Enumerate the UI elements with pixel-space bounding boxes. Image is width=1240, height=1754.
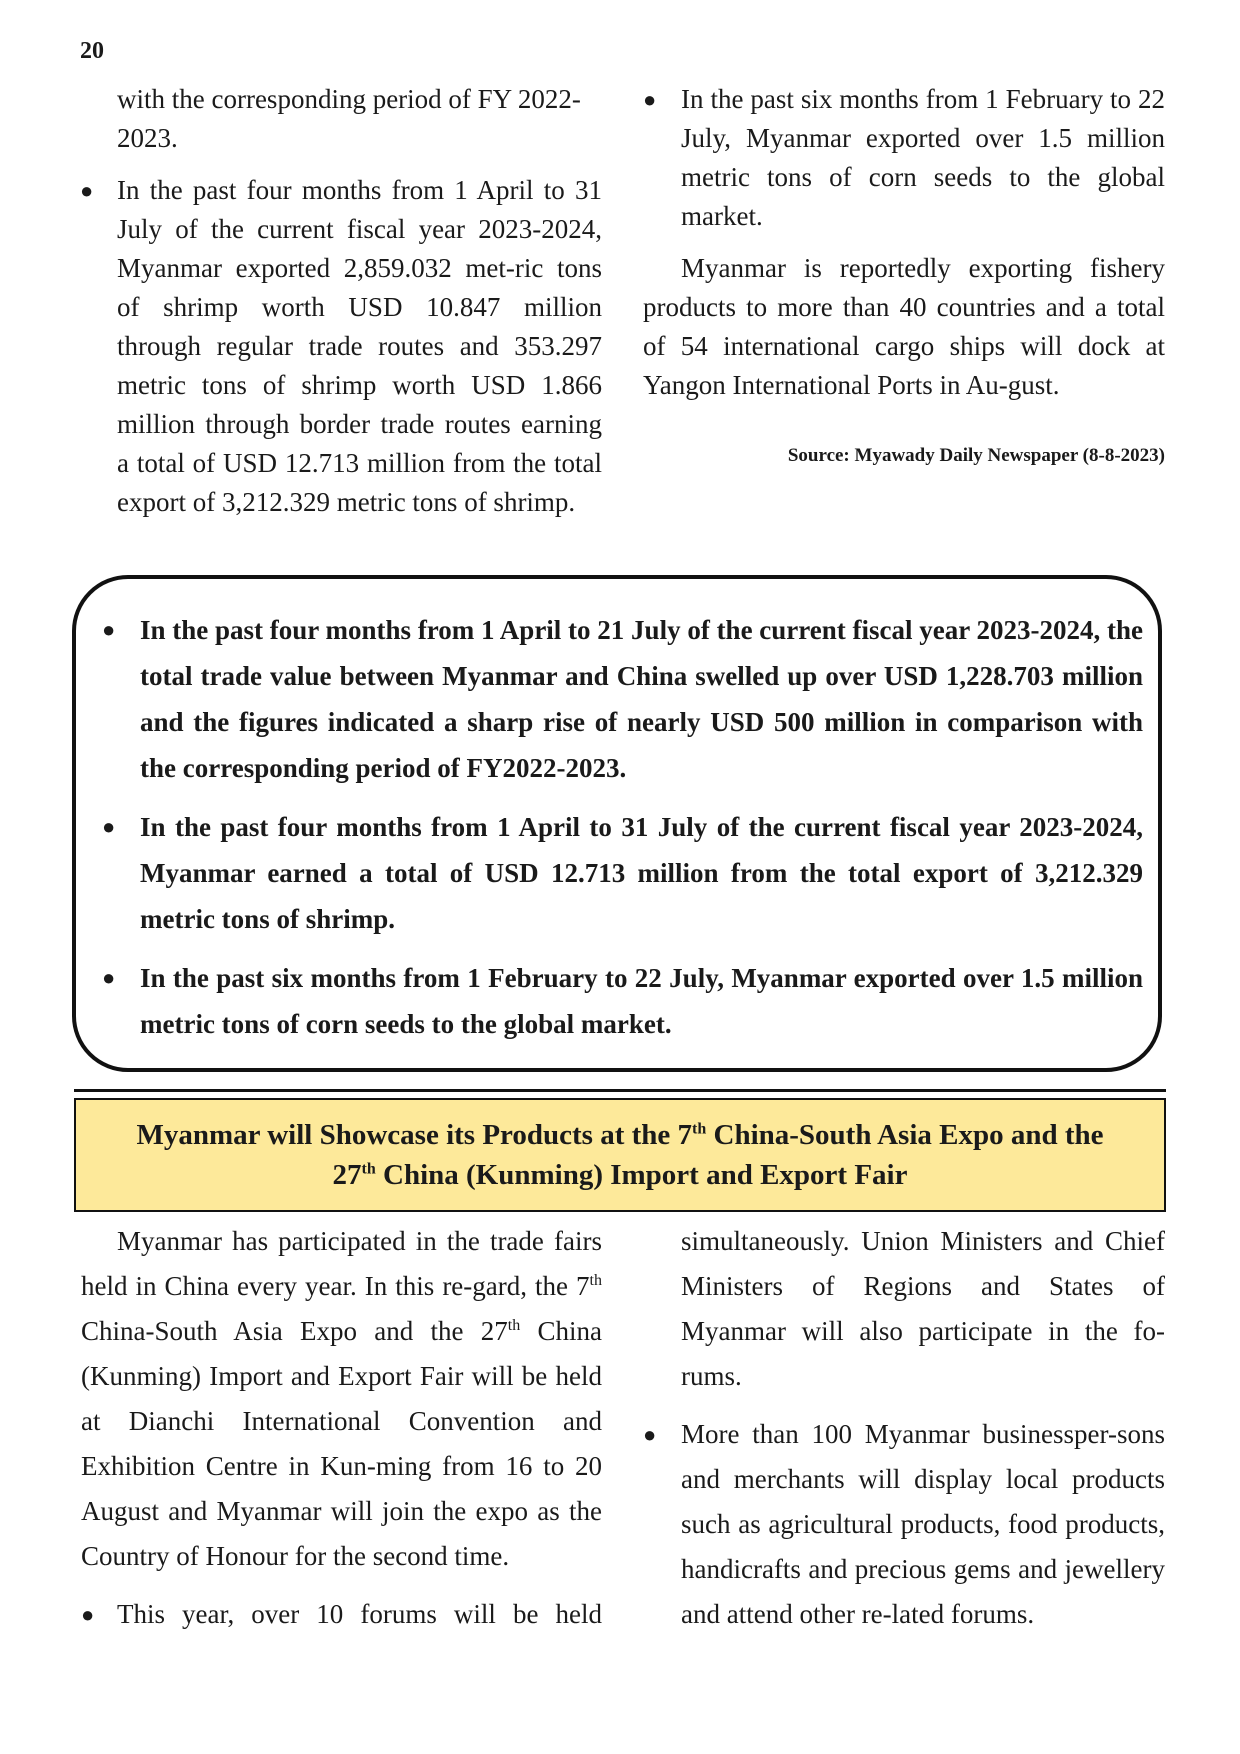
headline-banner [74, 1098, 1166, 1212]
top-left-column [80, 80, 602, 522]
bullet-icon: ● [81, 1602, 95, 1627]
highlight-item [102, 955, 1143, 1047]
page-number: 20 [80, 38, 104, 64]
bullet-icon: ● [643, 87, 657, 112]
bullet-merchants-text: More than 100 Myanmar businessper-sons and merchants will display local products such as agricultural products, food products, handicrafts and precious gems and jewellery and attend other re-lated forums. [681, 1419, 1165, 1629]
bullet-corn-text: In the past six months from 1 February to 22 July, Myanmar exported over 1.5 million metric tons of corn seeds to the global market. [681, 84, 1165, 231]
source-credit: Source: Myawady Daily Newspaper (8-8-2023) [787, 445, 1165, 466]
highlights-list [102, 607, 1143, 1060]
continuation-text: simultaneously. Union Ministers and Chief Ministers of Regions and States of Myanmar will also participate in the fo-rums. [681, 1226, 1165, 1391]
highlight-item [102, 607, 1143, 791]
bullet-forums [81, 1592, 602, 1637]
top-rule [74, 1089, 1166, 1092]
highlight-item [102, 804, 1143, 942]
highlight-text: In the past four months from 1 April to 31 July of the current fiscal year 2023-2024, Myanmar earned a total of USD 12.713 million from the total export of 3,212.329 metric tons of shrimp. [140, 812, 1143, 934]
headline-line-1: Myanmar will Showcase its Products at the 7th China-South Asia Expo and the [136, 1119, 1104, 1151]
bullet-merchants [643, 1412, 1165, 1637]
bullet-icon: ● [102, 814, 116, 839]
bullet-corn [643, 80, 1165, 236]
continuation-text: with the corresponding period of FY 2022-2023. [117, 84, 581, 153]
bullet-icon: ● [643, 1422, 657, 1447]
top-right-column [643, 80, 1165, 469]
highlight-text: In the past six months from 1 February to 22 July, Myanmar exported over 1.5 million metric tons of corn seeds to the global market. [140, 963, 1143, 1039]
bullet-forums-text: This year, over 10 forums will be held [117, 1599, 602, 1629]
headline-line-2: 27th China (Kunming) Import and Export Fair [332, 1159, 908, 1191]
bullet-icon: ● [80, 178, 94, 203]
fishery-paragraph: Myanmar is reportedly exporting fishery products to more than 40 countries and a total of 54 international cargo ships will dock at Yangon International Ports in Au-gust. [643, 253, 1165, 400]
highlight-text: In the past four months from 1 April to 21 July of the current fiscal year 2023-2024, the total trade value between Myanmar and China swelled up over USD 1,228.703 million and the figures indicated a sharp rise of nearly USD 500 million in comparison with the corresponding period of FY2022-2023. [140, 615, 1143, 783]
bullet-shrimp-text: In the past four months from 1 April to 31 July of the current fiscal year 2023-2024, Myanmar exported 2,859.032 met-ric tons of shrimp worth USD 10.847 million through regular trade routes and 353.297 metric tons of shrimp worth USD 1.866 million through border trade routes earning a total of USD 12.713 million from the total export of 3,212.329 metric tons of shrimp. [117, 175, 602, 517]
article-intro-paragraph: Myanmar has participated in the trade fairs held in China every year. In this re-gard, the 7th China-South Asia Expo and the 27th China (Kunming) Import and Export Fair will be held at Dianchi International Convention and Exhibition Centre in Kun-ming from 16 to 20 August and Myanmar will join the expo as the Country of Honour for the second time. [81, 1226, 603, 1571]
bullet-icon: ● [102, 617, 116, 642]
article-left-column [81, 1219, 602, 1637]
bullet-shrimp [80, 171, 602, 522]
bullet-icon: ● [102, 965, 116, 990]
article-right-column [643, 1219, 1165, 1637]
